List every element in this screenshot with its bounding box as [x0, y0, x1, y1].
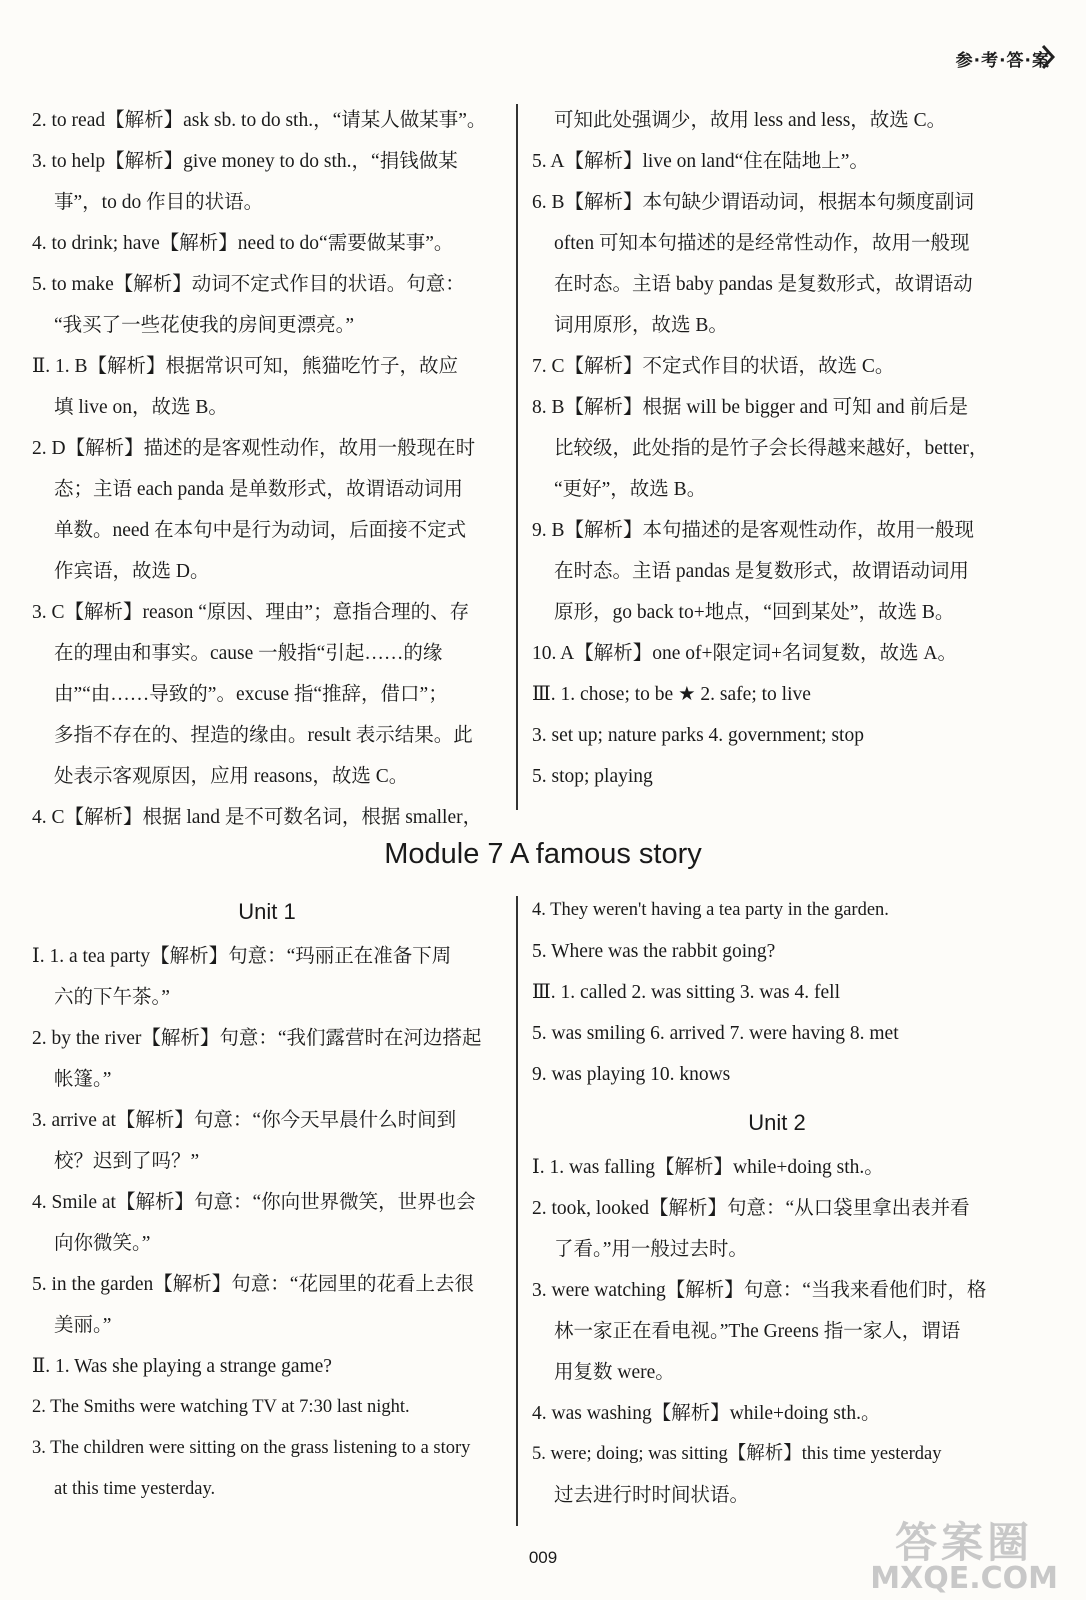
answer-line: Ⅲ. 1. chose; to be ★ 2. safe; to live [532, 684, 811, 705]
answer-line: 7. C【解析】不定式作目的状语，故选 C。 [532, 356, 895, 377]
answer-line: 3. were watching【解析】句意：“当我来看他们时，格 [532, 1280, 987, 1301]
answer-line: 2. The Smiths were watching TV at 7:30 last night. [32, 1397, 410, 1417]
answer-line: 5. stop; playing [532, 766, 653, 787]
answer-line: 4. They weren't having a tea party in the garden. [532, 900, 889, 920]
answer-line: 多指不存在的、捏造的缘由。result 表示结果。此 [54, 725, 473, 746]
answer-line: 2. to read【解析】ask sb. to do sth.，“请某人做某事”。 [32, 110, 487, 131]
answer-line: 3. arrive at【解析】句意：“你今天早晨什么时间到 [32, 1110, 457, 1131]
column-divider [516, 896, 518, 1526]
column-divider [516, 104, 518, 810]
bottom-right-column [532, 890, 1022, 1516]
answer-line: 事”，to do 作目的状语。 [54, 192, 264, 213]
answer-line: 5. to make【解析】动词不定式作目的状语。句意： [32, 274, 465, 295]
bottom-left-column [32, 888, 502, 1510]
top-right-column [532, 100, 1022, 797]
watermark [870, 1518, 1058, 1596]
answer-line: 5. were; doing; was sitting【解析】this time yesterday [532, 1444, 942, 1464]
top-left-column [32, 100, 502, 838]
answer-line: Ⅱ. 1. Was she playing a strange game? [32, 1356, 332, 1377]
answer-line: 单数。need 在本句中是行为动词，后面接不定式 [54, 520, 467, 541]
answer-line: 2. took, looked【解析】句意：“从口袋里拿出表并看 [532, 1198, 970, 1219]
answer-line: 10. A【解析】one of+限定词+名词复数，故选 A。 [532, 643, 957, 664]
answer-line: 原形，go back to+地点，“回到某处”，故选 B。 [554, 602, 955, 623]
answer-line: 在时态。主语 baby pandas 是复数形式，故谓语动 [554, 274, 973, 295]
answer-line: 可知此处强调少，故用 less and less，故选 C。 [554, 110, 947, 131]
answer-line: 校？迟到了吗？” [54, 1151, 200, 1172]
answer-line: 5. Where was the rabbit going? [532, 941, 776, 962]
answer-line: 美丽。” [54, 1315, 112, 1336]
answer-line: 处表示客观原因，应用 reasons，故选 C。 [54, 766, 409, 787]
answer-line: 用复数 were。 [554, 1362, 675, 1383]
answer-line: 在的理由和事实。cause 一般指“引起……的缘 [54, 643, 443, 664]
watermark-logo: 答案圈 [895, 1518, 1034, 1567]
answer-line: 向你微笑。” [54, 1233, 151, 1254]
answer-line: 3. set up; nature parks 4. government; stop [532, 725, 864, 746]
answer-line: “更好”，故选 B。 [554, 479, 707, 500]
answer-line: 六的下午茶。” [54, 987, 170, 1008]
answer-line: 词用原形，故选 B。 [554, 315, 728, 336]
answer-line: 4. C【解析】根据 land 是不可数名词，根据 smaller， [32, 807, 483, 828]
answer-line: 由”“由……导致的”。excuse 指“推辞，借口”； [54, 684, 448, 705]
answer-line: 在时态。主语 pandas 是复数形式，故谓语动词用 [554, 561, 969, 582]
answer-line: 作宾语，故选 D。 [54, 561, 210, 582]
answer-line: often 可知本句描述的是经常性动作，故用一般现 [554, 233, 970, 254]
answer-line: 过去进行时时间状语。 [554, 1485, 750, 1506]
page-number: 009 [528, 1548, 558, 1567]
section-header: 参·考·答·案 [955, 51, 1050, 71]
answer-line: 林一家正在看电视。”The Greens 指一家人，谓语 [554, 1321, 961, 1342]
answer-line: 比较级，此处指的是竹子会长得越来越好，better， [554, 438, 989, 459]
answer-line: 8. B【解析】根据 will be bigger and 可知 and 前后是 [532, 397, 968, 418]
answer-line: 2. by the river【解析】句意：“我们露营时在河边搭起 [32, 1028, 482, 1049]
answer-line: 填 live on，故选 B。 [54, 397, 228, 418]
answer-line: at this time yesterday. [54, 1479, 216, 1499]
answer-line: 6. B【解析】本句缺少谓语动词，根据本句频度副词 [532, 192, 975, 213]
answer-line: 2. D【解析】描述的是客观性动作，故用一般现在时 [32, 438, 476, 459]
unit-2-title: Unit 2 [748, 1110, 806, 1135]
answer-line: 5. was smiling 6. arrived 7. were having 8. met [532, 1023, 899, 1044]
answer-line: 3. C【解析】reason “原因、理由”；意指合理的、存 [32, 602, 470, 623]
answer-line: 4. to drink; have【解析】need to do“需要做某事”。 [32, 233, 454, 254]
watermark-url: MXQE.COM [870, 1561, 1058, 1596]
answer-line: Ⅱ. 1. B【解析】根据常识可知，熊猫吃竹子，故应 [32, 356, 459, 377]
answer-line: 5. A【解析】live on land“住在陆地上”。 [532, 151, 869, 172]
chevron-right-icon [1040, 44, 1056, 70]
answer-line: 了看。”用一般过去时。 [554, 1239, 748, 1260]
answer-line: 9. was playing 10. knows [532, 1064, 731, 1085]
answer-line: 4. Smile at【解析】句意：“你向世界微笑，世界也会 [32, 1192, 476, 1213]
unit-1-title: Unit 1 [238, 899, 296, 924]
answer-line: 帐篷。” [54, 1069, 112, 1090]
answer-line: Ⅰ. 1. was falling【解析】while+doing sth.。 [532, 1157, 884, 1178]
answer-line: 态；主语 each panda 是单数形式，故谓语动词用 [54, 479, 463, 500]
answer-line: 9. B【解析】本句描述的是客观性动作，故用一般现 [532, 520, 975, 541]
answer-line: Ⅰ. 1. a tea party【解析】句意：“玛丽正在准备下周 [32, 946, 452, 967]
answer-line: 3. The children were sitting on the grass listening to a story [32, 1438, 471, 1458]
answer-line: Ⅲ. 1. called 2. was sitting 3. was 4. fell [532, 982, 841, 1003]
answer-line: 3. to help【解析】give money to do sth.，“捐钱做某 [32, 151, 458, 172]
module-title: Module 7 A famous story [384, 838, 702, 870]
answer-line: 5. in the garden【解析】句意：“花园里的花看上去很 [32, 1274, 474, 1295]
answer-line: “我买了一些花使我的房间更漂亮。” [54, 315, 355, 336]
answer-line: 4. was washing【解析】while+doing sth.。 [532, 1403, 881, 1424]
